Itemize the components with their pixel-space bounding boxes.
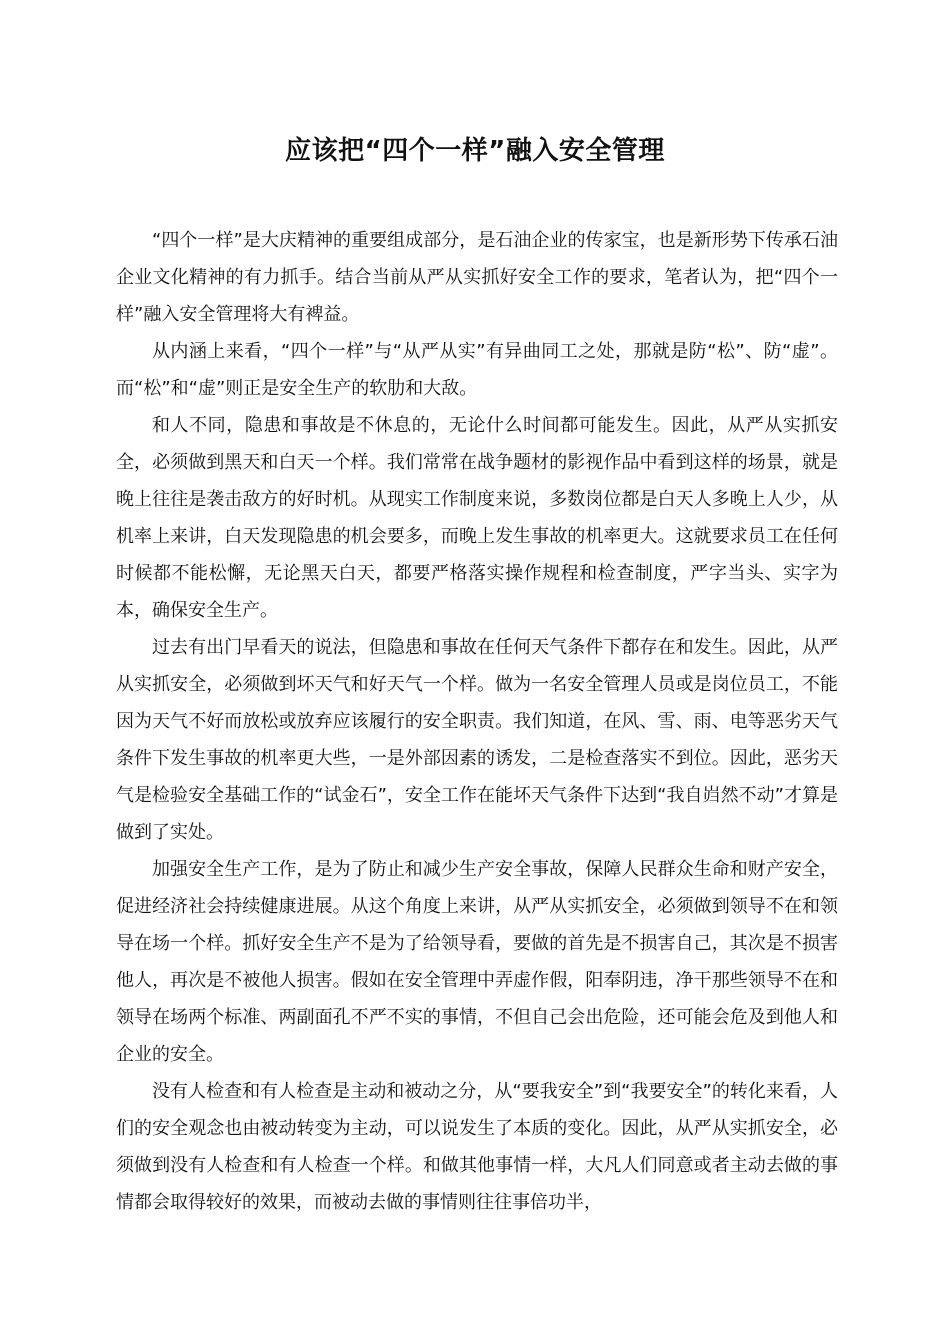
paragraph-6: 没有人检查和有人检查是主动和被动之分，从“要我安全”到“我要安全”的转化来看，人们的安全观念也由被动转变为主动，可以说发生了本质的变化。因此，从严从实抓安全，必须做到没有人检查和有人检查一个样。和做其他事情一样，大凡人们同意或者主动去做的事情都会取得较好的效果，而被动去做的事情则往往事倍功半，	[116, 1081, 838, 1213]
paragraph-1: “四个一样”是大庆精神的重要组成部分，是石油企业的传家宝，也是新形势下传承石油企业文化精神的有力抓手。结合当前从严从实抓好安全工作的要求，笔者认为，把“四个一样”融入安全管理将大有裨益。	[116, 230, 838, 325]
document-title: 应该把“四个一样”融入安全管理	[285, 136, 665, 166]
paragraph-2: 从内涵上来看，“四个一样”与“从严从实”有异曲同工之处，那就是防“松”、防“虚”。而“松”和“虚”则正是安全生产的软肋和大敌。	[116, 341, 838, 399]
paragraph-5: 加强安全生产工作，是为了防止和减少生产安全事故，保障人民群众生命和财产安全，促进经济社会持续健康进展。从这个角度上来讲，从严从实抓安全，必须做到领导不在和领导在场一个样。抓好安全生产不是为了给领导看，要做的首先是不损害自己，其次是不损害他人，再次是不被他人损害。假如在安全管理中弄虚作假，阳奉阴违，净干那些领导不在和领导在场两个标准、两副面孔不严不实的事情，不但自己会出危险，还可能会危及到他人和企业的安全。	[116, 859, 838, 1065]
paragraph-4: 过去有出门早看天的说法，但隐患和事故在任何天气条件下都存在和发生。因此，从严从实抓安全，必须做到坏天气和好天气一个样。做为一名安全管理人员或是岗位员工，不能因为天气不好而放松或放弃应该履行的安全职责。我们知道，在风、雪、雨、电等恶劣天气条件下发生事故的机率更大些，一是外部因素的诱发，二是检查落实不到位。因此，恶劣天气是检验安全基础工作的“试金石”，安全工作在能坏天气条件下达到“我自岿然不动”才算是做到了实处。	[116, 637, 838, 843]
paragraph-3: 和人不同，隐患和事故是不休息的，无论什么时间都可能发生。因此，从严从实抓安全，必须做到黑天和白天一个样。我们常常在战争题材的影视作品中看到这样的场景，就是晚上往往是袭击敌方的好时机。从现实工作制度来说，多数岗位都是白天人多晚上人少，从机率上来讲，白天发现隐患的机会要多，而晚上发生事故的机率更大。这就要求员工在任何时候都不能松懈，无论黑天白天，都要严格落实操作规程和检查制度，严字当头、实字为本，确保安全生产。	[116, 415, 838, 621]
document-body	[116, 222, 838, 1221]
